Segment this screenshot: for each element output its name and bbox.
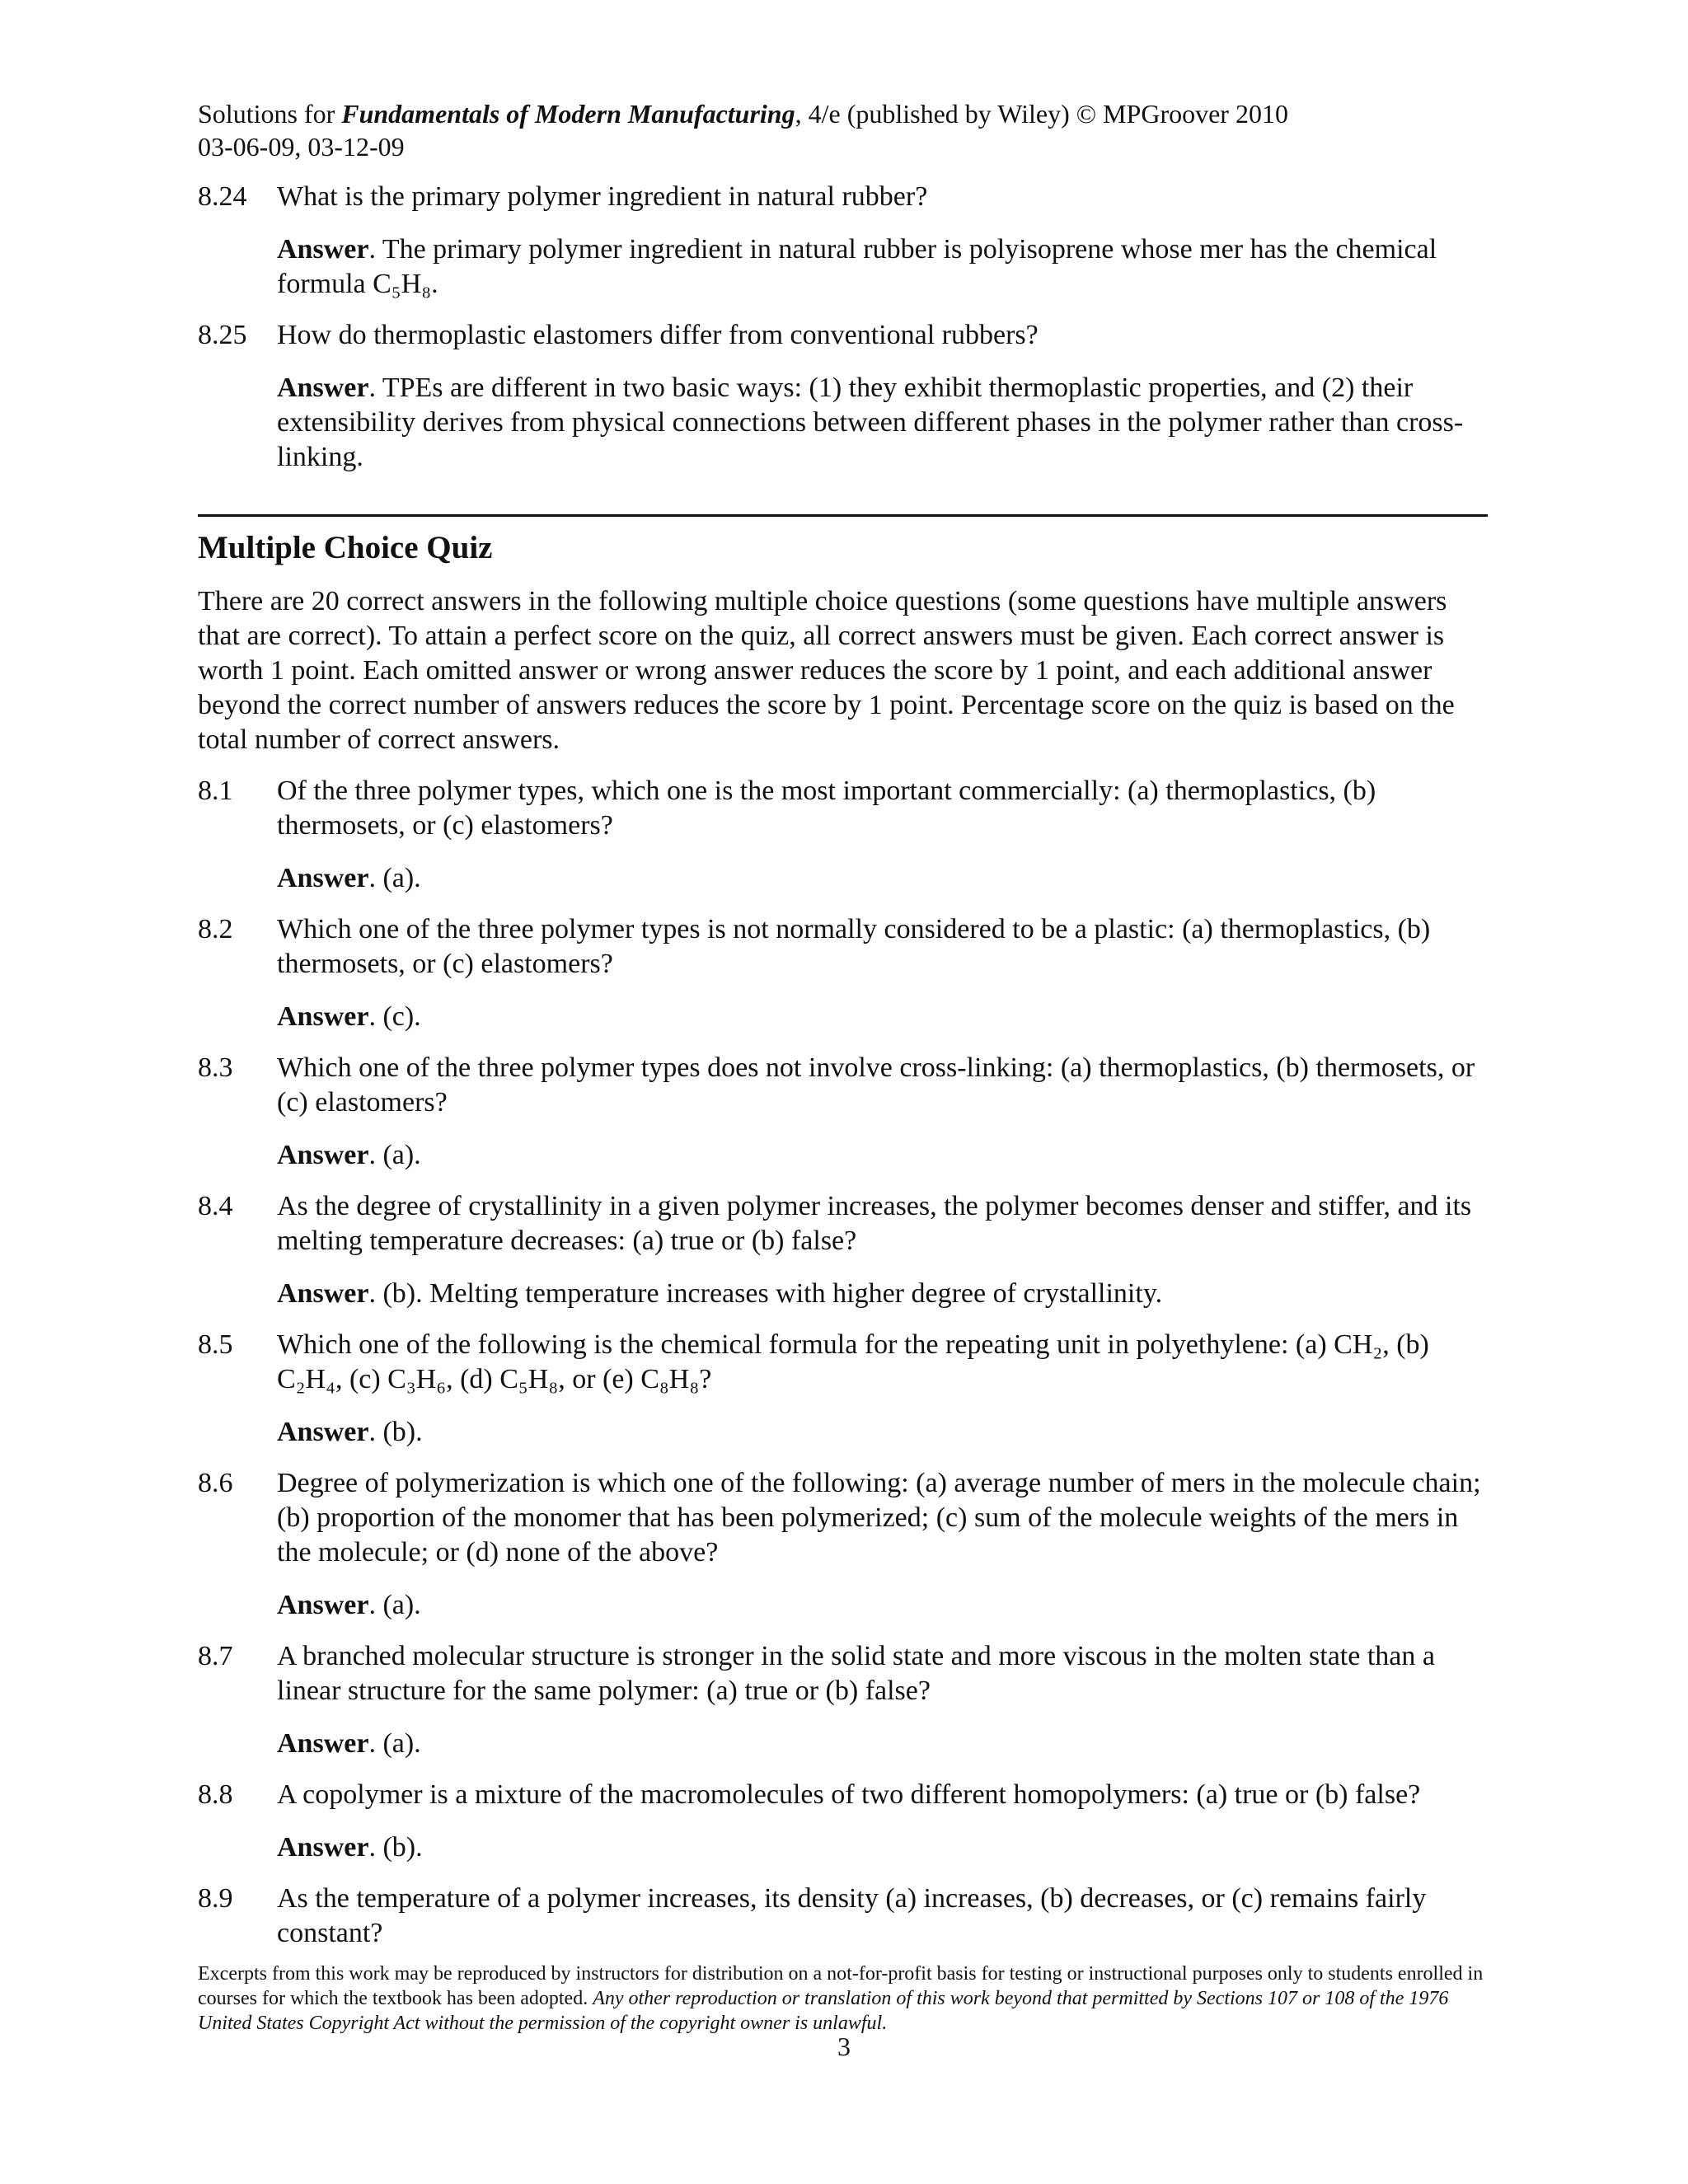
question-block bbox=[198, 912, 1488, 1034]
question-number: 8.3 bbox=[198, 1052, 233, 1083]
document-page bbox=[198, 97, 1488, 1951]
question bbox=[198, 774, 1488, 843]
question bbox=[198, 1882, 1488, 1951]
question-text: A branched molecular structure is stronger in the solid state and more viscous in the molten state than a linear structure for the same polymer: (a) true or (b) false? bbox=[277, 1641, 1435, 1706]
question bbox=[198, 180, 1488, 214]
section-divider bbox=[198, 514, 1488, 517]
question-block bbox=[198, 1328, 1488, 1450]
header-suffix: , 4/e (published by Wiley) © MPGroover 2010 bbox=[795, 99, 1288, 129]
question-text: As the temperature of a polymer increases, its density (a) increases, (b) decreases, or (c) remains fairly constant? bbox=[277, 1883, 1427, 1948]
answer-text: . (b). Melting temperature increases with higher degree of crystallinity. bbox=[368, 1278, 1163, 1309]
answer bbox=[198, 1588, 1488, 1623]
answer bbox=[198, 1830, 1488, 1865]
answer-text: . (a). bbox=[368, 1728, 421, 1759]
question-block bbox=[198, 774, 1488, 896]
answer-label: Answer bbox=[277, 1278, 369, 1309]
answer-text: . (a). bbox=[368, 1140, 421, 1170]
answer-text: . (b). bbox=[368, 1832, 423, 1863]
question-text: Which one of the three polymer types is not normally considered to be a plastic: (a) thermoplastics, (b) thermosets, or (c) elastomers? bbox=[277, 914, 1431, 979]
question-block bbox=[198, 1466, 1488, 1623]
answer bbox=[198, 1277, 1488, 1311]
question-number: 8.5 bbox=[198, 1329, 233, 1360]
question-block bbox=[198, 1639, 1488, 1761]
answer-label: Answer bbox=[277, 1832, 369, 1863]
book-title: Fundamentals of Modern Manufacturing bbox=[341, 99, 795, 129]
answer bbox=[198, 1415, 1488, 1450]
question bbox=[198, 1639, 1488, 1708]
question-block bbox=[198, 1189, 1488, 1311]
question-number: 8.24 bbox=[198, 181, 247, 212]
question-number: 8.1 bbox=[198, 776, 233, 806]
answer-text: . (c). bbox=[368, 1001, 421, 1032]
footer-text: Excerpts from this work may be reproduced by instructors for distribution on a not-for-profit basis for testing or instructional purposes only to students enrolled in courses for which the textbook has been adopted. bbox=[198, 1963, 1484, 2009]
question-block bbox=[198, 1778, 1488, 1865]
question-text: Which one of the following is the chemical formula for the repeating unit in polyethylene: (a) CH₂, (b) C₂H₄, (c) C₃H₆, (d) C₅H₈, or (e) C₈H₈? bbox=[277, 1329, 1429, 1394]
question-text: A copolymer is a mixture of the macromolecules of two different homopolymers: (a) true or (b) false? bbox=[277, 1779, 1421, 1810]
quiz-questions bbox=[198, 774, 1488, 1951]
answer-label: Answer bbox=[277, 1417, 369, 1447]
review-questions bbox=[198, 180, 1488, 475]
question bbox=[198, 1778, 1488, 1812]
question-text: Degree of polymerization is which one of the following: (a) average number of mers in the molecule chain; (b) proportion of the monomer that has been polymerized; (c) sum of the molecule weights of the mers in the molecule; or (d) none of the above? bbox=[277, 1468, 1481, 1568]
answer-label: Answer bbox=[277, 863, 369, 893]
answer-label: Answer bbox=[277, 234, 369, 265]
page-number: 3 bbox=[837, 2032, 851, 2061]
answer-label: Answer bbox=[277, 1001, 369, 1032]
header-dates: 03-06-09, 03-12-09 bbox=[198, 132, 405, 162]
answer-text: . TPEs are different in two basic ways: (1) they exhibit thermoplastic properties, and (2) their extensibility derives from physical connections between different phases in the polymer rather than cross-linking. bbox=[277, 373, 1464, 472]
header-prefix: Solutions for bbox=[198, 99, 342, 129]
question-block bbox=[198, 1882, 1488, 1951]
question-number: 8.25 bbox=[198, 320, 247, 350]
footer-italic-text: Any other reproduction or translation of this work beyond that permitted by Sections 107 or 108 of the 1976 United States Copyright Act without the permission of the copyright owner is unlawful. bbox=[198, 1988, 1449, 2034]
running-header bbox=[198, 97, 1488, 163]
answer-label: Answer bbox=[277, 373, 369, 403]
header-title-line bbox=[198, 97, 1488, 130]
answer-label: Answer bbox=[277, 1590, 369, 1620]
question-block bbox=[198, 318, 1488, 475]
question-text: As the degree of crystallinity in a given polymer increases, the polymer becomes denser and stiffer, and its melting temperature decreases: (a) true or (b) false? bbox=[277, 1191, 1472, 1256]
question-text: Which one of the three polymer types does not involve cross-linking: (a) thermoplastics, (b) thermosets, or (c) elastomers? bbox=[277, 1052, 1475, 1118]
section-title: Multiple Choice Quiz bbox=[198, 530, 493, 565]
question bbox=[198, 1466, 1488, 1570]
question-number: 8.4 bbox=[198, 1191, 233, 1221]
question bbox=[198, 1328, 1488, 1397]
question-block bbox=[198, 1051, 1488, 1173]
answer bbox=[198, 1727, 1488, 1761]
question bbox=[198, 318, 1488, 353]
answer bbox=[198, 1138, 1488, 1173]
answer bbox=[198, 1000, 1488, 1034]
question bbox=[198, 1189, 1488, 1258]
question-text: How do thermoplastic elastomers differ from conventional rubbers? bbox=[277, 320, 1039, 350]
question-number: 8.6 bbox=[198, 1468, 233, 1498]
answer-text: . (a). bbox=[368, 863, 421, 893]
question-number: 8.9 bbox=[198, 1883, 233, 1914]
question-number: 8.7 bbox=[198, 1641, 233, 1671]
answer-text: . The primary polymer ingredient in natural rubber is polyisoprene whose mer has the chemical formula C₅H₈. bbox=[277, 234, 1437, 299]
quiz-intro: There are 20 correct answers in the following multiple choice questions (some questions have multiple answers that are correct). To attain a perfect score on the quiz, all correct answers must be given. Each correct answer is worth 1 point. Each omitted answer or wrong answer reduces the score by 1 point, and each additional answer beyond the correct number of answers reduces the score by 1 point. Percentage score on the quiz is based on the total number of correct answers. bbox=[198, 586, 1455, 755]
answer-text: . (b). bbox=[368, 1417, 423, 1447]
answer bbox=[198, 232, 1488, 302]
question bbox=[198, 1051, 1488, 1120]
question-text: Of the three polymer types, which one is the most important commercially: (a) thermoplastics, (b) thermosets, or (c) elastomers? bbox=[277, 776, 1376, 841]
answer-label: Answer bbox=[277, 1728, 369, 1759]
question-text: What is the primary polymer ingredient in natural rubber? bbox=[277, 181, 928, 212]
question-block bbox=[198, 180, 1488, 302]
answer-text: . (a). bbox=[368, 1590, 421, 1620]
copyright-footer bbox=[198, 1961, 1488, 2036]
question-number: 8.8 bbox=[198, 1779, 233, 1810]
question bbox=[198, 912, 1488, 982]
answer bbox=[198, 371, 1488, 475]
answer bbox=[198, 861, 1488, 896]
answer-label: Answer bbox=[277, 1140, 369, 1170]
question-number: 8.2 bbox=[198, 914, 233, 944]
